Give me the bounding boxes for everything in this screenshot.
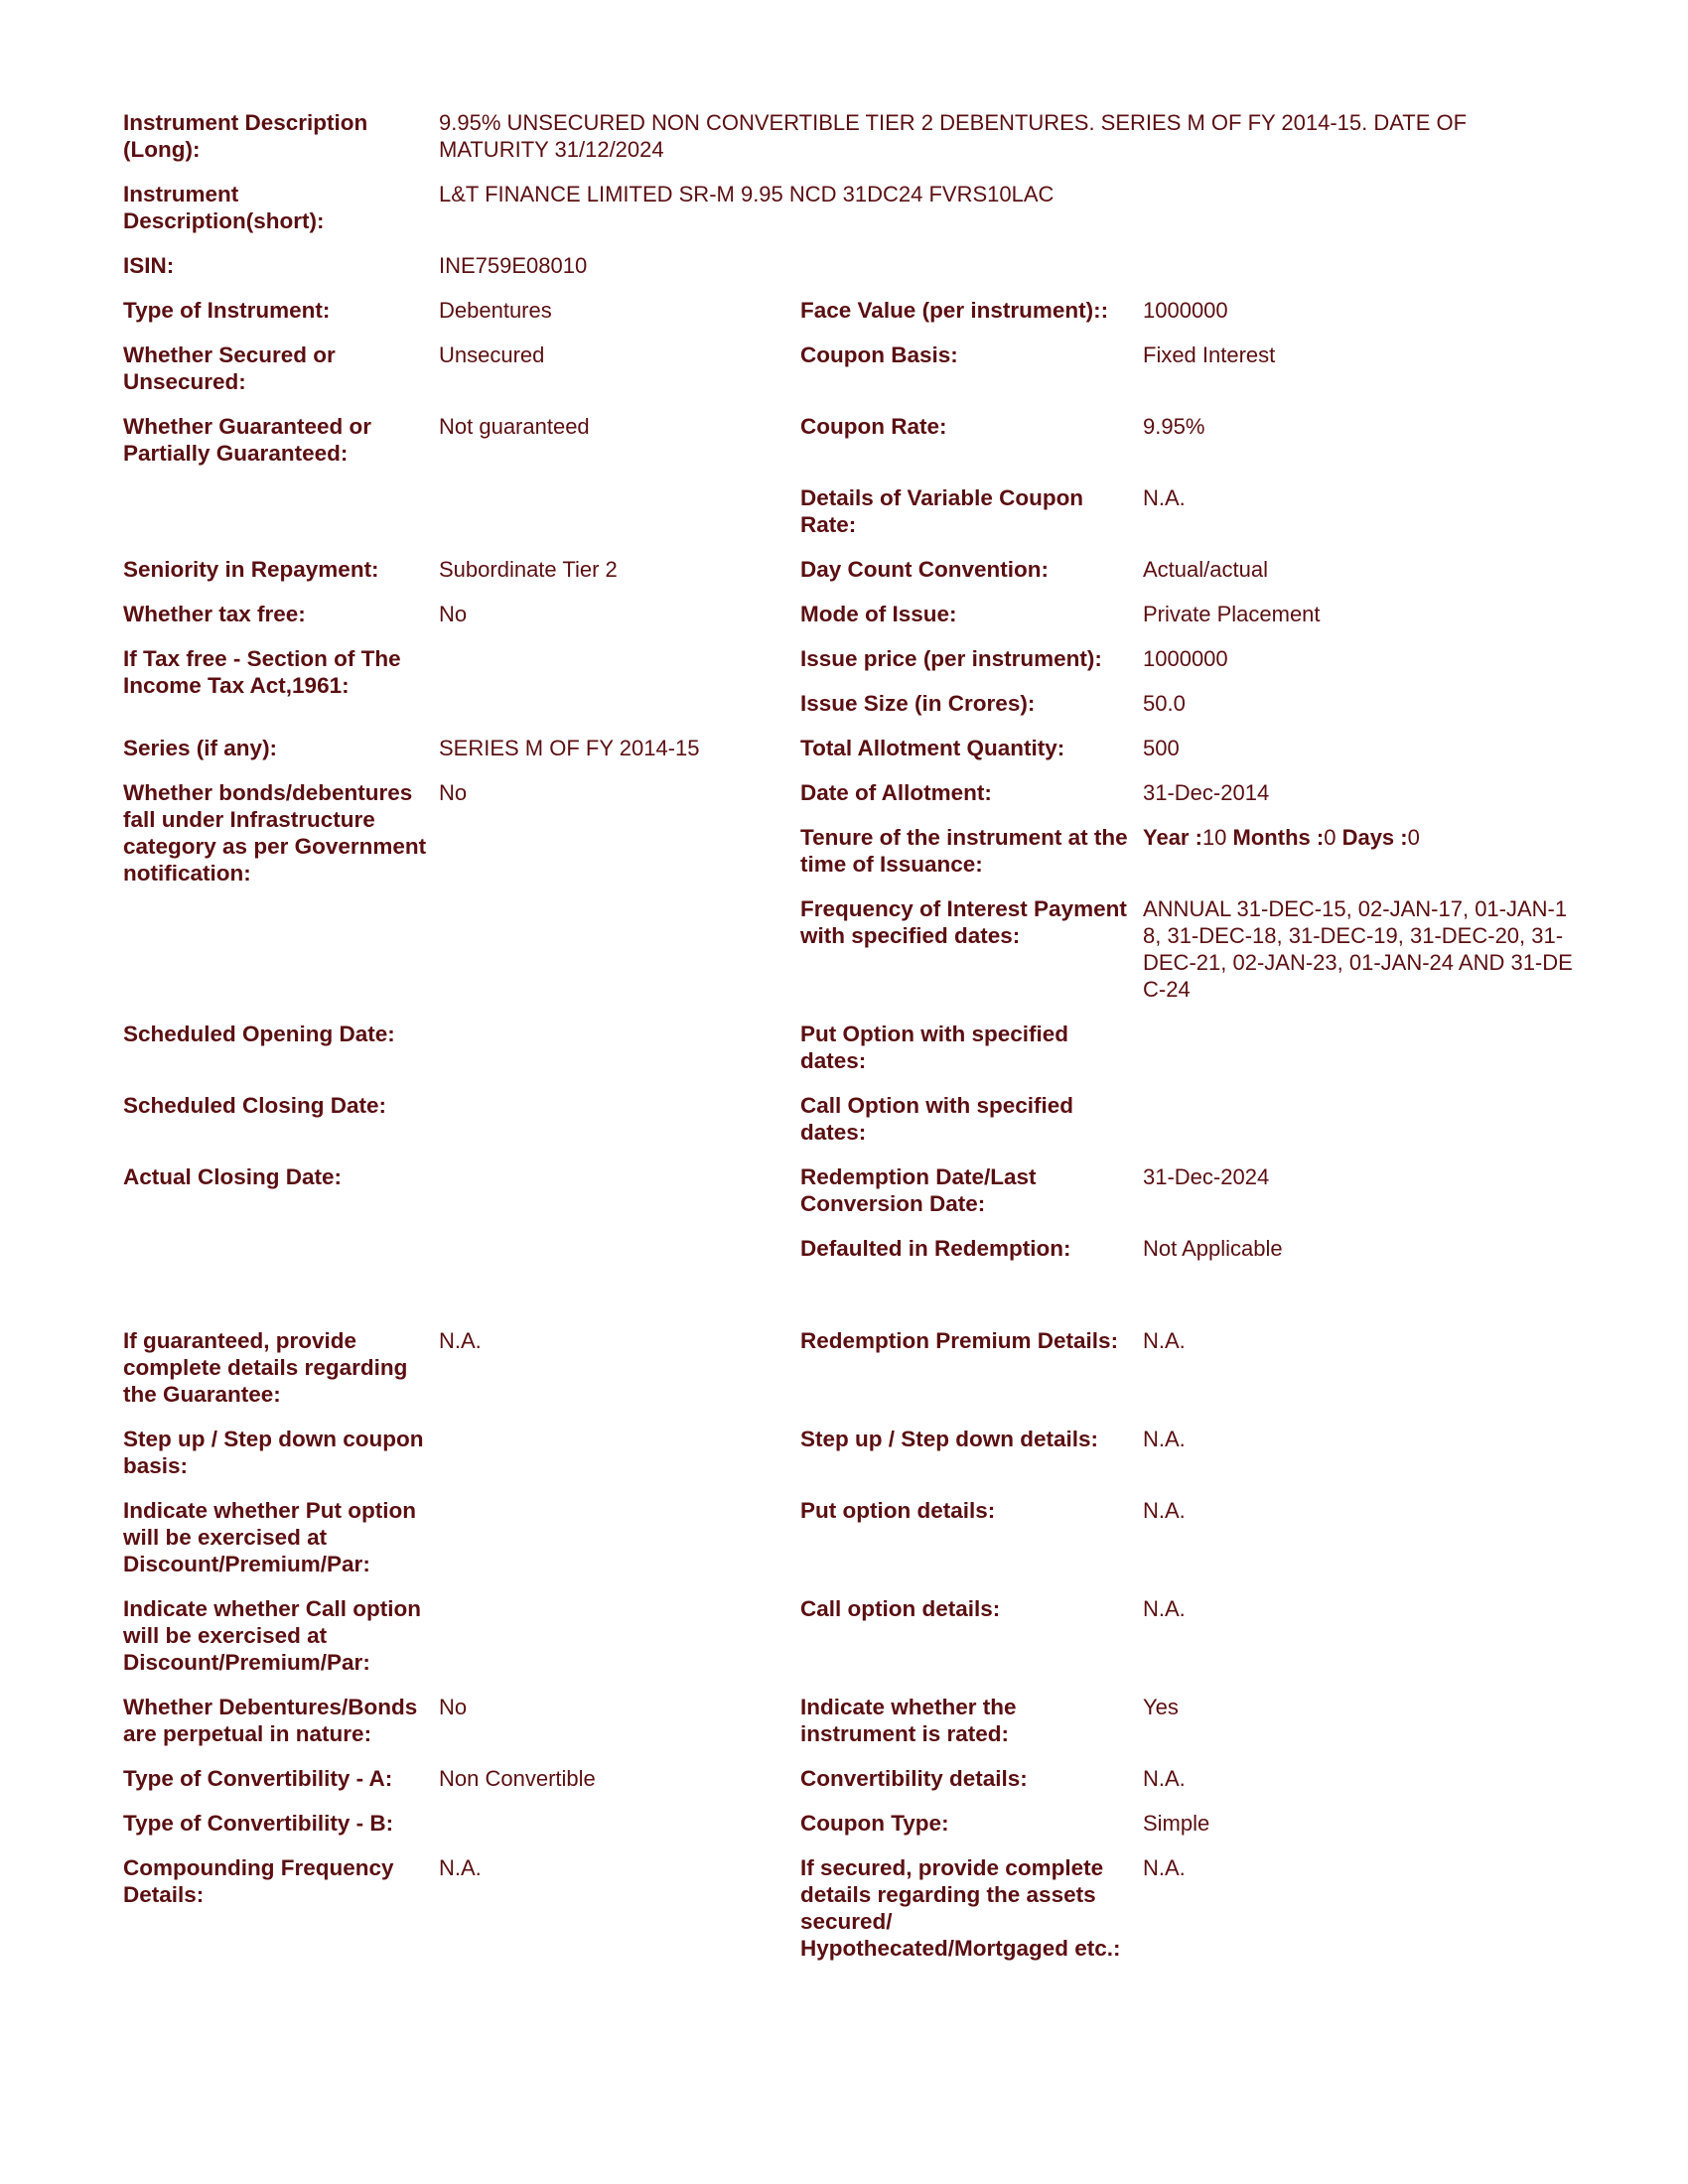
coupon-type-value: Simple: [1143, 1811, 1210, 1836]
detail-row: [123, 1765, 1593, 1810]
detail-row: [123, 556, 1593, 601]
step-details-value: N.A.: [1143, 1427, 1186, 1451]
series-value: SERIES M OF FY 2014-15: [439, 736, 700, 760]
tax-section-value: [439, 645, 800, 717]
variable-coupon-value: N.A.: [1143, 485, 1186, 510]
coupon-type-label: Coupon Type:: [800, 1811, 949, 1836]
issue-price-label: Issue price (per instrument):: [800, 646, 1102, 671]
convertibility-details-value: N.A.: [1143, 1766, 1186, 1791]
call-exercise-value: [439, 1595, 800, 1676]
step-details-label: Step up / Step down details:: [800, 1427, 1099, 1451]
allotment-tenure-frequency-values: [1143, 779, 1590, 1021]
tenure-days-label: Days :: [1341, 825, 1408, 850]
put-exercise-label: Indicate whether Put option will be exercised at Discount/Premium/Par:: [123, 1498, 417, 1576]
allotment-qty-label: Total Allotment Quantity:: [800, 736, 1065, 760]
detail-row: [123, 413, 1593, 484]
tax-free-value: No: [439, 602, 468, 626]
tenure-label: Tenure of the instrument at the time of Issuance:: [800, 825, 1128, 877]
tenure-value: [1143, 824, 1590, 878]
detail-row: [123, 484, 1593, 556]
detail-row: [123, 779, 1593, 1021]
guaranteed-label: Whether Guaranteed or Partially Guaranteed:: [123, 414, 372, 466]
issue-price-size-values: [1143, 645, 1590, 735]
scheduled-opening-label: Scheduled Opening Date:: [123, 1022, 395, 1046]
mode-of-issue-value: Private Placement: [1143, 602, 1321, 626]
secured-label: Whether Secured or Unsecured:: [123, 342, 336, 394]
compounding-label: Compounding Frequency Details:: [123, 1855, 394, 1907]
detail-row: [123, 1497, 1593, 1595]
detail-row: [123, 1163, 1593, 1280]
redemption-premium-value: N.A.: [1143, 1328, 1186, 1353]
perpetual-label: Whether Debentures/Bonds are perpetual in nature:: [123, 1695, 418, 1746]
detail-row: [123, 1021, 1593, 1092]
section-spacer: [123, 1280, 1593, 1327]
instrument-description-short-row: [123, 181, 1593, 234]
infrastructure-value: No: [439, 780, 468, 805]
actual-closing-label: Actual Closing Date:: [123, 1164, 343, 1189]
issue-price-size-labels: [800, 645, 1143, 735]
day-count-label: Day Count Convention:: [800, 557, 1049, 582]
detail-row: [123, 1327, 1593, 1426]
tenure-year: 10: [1201, 825, 1227, 850]
detail-row: [123, 735, 1593, 779]
instrument-description-long-label: Instrument Description (Long):: [123, 110, 368, 162]
detail-row: [123, 1810, 1593, 1854]
mode-of-issue-label: Mode of Issue:: [800, 602, 957, 626]
convertibility-b-value: [439, 1810, 800, 1837]
variable-coupon-label: Details of Variable Coupon Rate:: [800, 485, 1084, 537]
tenure-days: 0: [1407, 825, 1420, 850]
tenure-months: 0: [1324, 825, 1336, 850]
call-details-label: Call option details:: [800, 1596, 1001, 1621]
instrument-details: [123, 109, 1593, 1979]
put-exercise-value: [439, 1497, 800, 1577]
detail-row: [123, 1854, 1593, 1979]
step-basis-label: Step up / Step down coupon basis:: [123, 1427, 424, 1478]
step-basis-value: [439, 1426, 800, 1479]
guarantee-details-value: N.A.: [439, 1328, 482, 1353]
call-exercise-label: Indicate whether Call option will be exercised at Discount/Premium/Par:: [123, 1596, 422, 1675]
coupon-basis-label: Coupon Basis:: [800, 342, 958, 367]
tax-free-label: Whether tax free:: [123, 602, 306, 626]
instrument-description-long-value: 9.95% UNSECURED NON CONVERTIBLE TIER 2 DEBENTURES. SERIES M OF FY 2014-15. DATE OF MATURITY 31/12/2024: [439, 110, 1468, 162]
allotment-qty-value: 500: [1143, 736, 1180, 760]
scheduled-closing-value: [439, 1092, 800, 1146]
rated-value: Yes: [1143, 1695, 1179, 1719]
interest-frequency-label: Frequency of Interest Payment with specified dates:: [800, 896, 1127, 948]
detail-row: [123, 1595, 1593, 1694]
redemption-date-value: 31-Dec-2024: [1143, 1164, 1270, 1189]
issue-size-label: Issue Size (in Crores):: [800, 691, 1036, 716]
allotment-tenure-frequency-labels: [800, 779, 1143, 1021]
rated-label: Indicate whether the instrument is rated:: [800, 1695, 1017, 1746]
call-option-dates-value: [1143, 1092, 1590, 1146]
isin-label: ISIN:: [123, 253, 175, 278]
compounding-value: N.A.: [439, 1855, 482, 1880]
redemption-values: [1143, 1163, 1590, 1280]
put-option-dates-value: [1143, 1021, 1590, 1074]
issue-price-value: 1000000: [1143, 646, 1228, 671]
date-of-allotment-value: 31-Dec-2014: [1143, 780, 1270, 805]
redemption-labels: [800, 1163, 1143, 1280]
detail-row: [123, 645, 1593, 735]
seniority-label: Seniority in Repayment:: [123, 557, 379, 582]
seniority-value: Subordinate Tier 2: [439, 557, 618, 582]
coupon-basis-value: Fixed Interest: [1143, 342, 1276, 367]
interest-frequency-value: ANNUAL 31-DEC-15, 02-JAN-17, 01-JAN-18, 31-DEC-18, 31-DEC-19, 31-DEC-20, 31-DEC-21, 02-JAN-23, 01-JAN-24 AND 31-DEC-24: [1143, 896, 1573, 1002]
tenure-year-label: Year :: [1143, 825, 1202, 850]
secured-assets-label: If secured, provide complete details regarding the assets secured/ Hypothecated/Mortgaged etc.:: [800, 1855, 1121, 1961]
instrument-description-long-row: [123, 109, 1593, 163]
defaulted-value: Not Applicable: [1143, 1236, 1283, 1261]
issue-size-value: 50.0: [1143, 691, 1186, 716]
infrastructure-label: Whether bonds/debentures fall under Infrastructure category as per Government notification:: [123, 780, 427, 886]
defaulted-label: Defaulted in Redemption:: [800, 1236, 1071, 1261]
instrument-description-short-value: L&T FINANCE LIMITED SR-M 9.95 NCD 31DC24 FVRS10LAC: [439, 182, 1055, 206]
tenure-months-label: Months :: [1232, 825, 1325, 850]
date-of-allotment-label: Date of Allotment:: [800, 780, 992, 805]
face-value-value: 1000000: [1143, 298, 1228, 323]
instrument-description-short-label: Instrument Description(short):: [123, 182, 325, 233]
detail-row: [123, 1694, 1593, 1765]
secured-assets-value: N.A.: [1143, 1855, 1186, 1880]
detail-row: [123, 1426, 1593, 1497]
put-details-label: Put option details:: [800, 1498, 996, 1523]
isin-value: INE759E08010: [439, 253, 588, 278]
tax-section-label: If Tax free - Section of The Income Tax Act,1961:: [123, 646, 401, 698]
guarantee-details-label: If guaranteed, provide complete details regarding the Guarantee:: [123, 1328, 408, 1407]
day-count-value: Actual/actual: [1143, 557, 1268, 582]
perpetual-value: No: [439, 1695, 468, 1719]
detail-row: [123, 1092, 1593, 1163]
scheduled-closing-label: Scheduled Closing Date:: [123, 1093, 387, 1118]
detail-row: [123, 601, 1593, 645]
detail-row: [123, 297, 1593, 341]
type-of-instrument-value: Debentures: [439, 298, 552, 323]
coupon-rate-value: 9.95%: [1143, 414, 1205, 439]
series-label: Series (if any):: [123, 736, 278, 760]
convertibility-a-value: Non Convertible: [439, 1766, 596, 1791]
redemption-premium-label: Redemption Premium Details:: [800, 1328, 1119, 1353]
face-value-label: Face Value (per instrument)::: [800, 298, 1109, 323]
convertibility-a-label: Type of Convertibility - A:: [123, 1766, 393, 1791]
convertibility-details-label: Convertibility details:: [800, 1766, 1028, 1791]
guaranteed-value: Not guaranteed: [439, 414, 590, 439]
secured-value: Unsecured: [439, 342, 545, 367]
put-details-value: N.A.: [1143, 1498, 1186, 1523]
actual-closing-value: [439, 1163, 800, 1262]
type-of-instrument-label: Type of Instrument:: [123, 298, 331, 323]
convertibility-b-label: Type of Convertibility - B:: [123, 1811, 394, 1836]
put-option-dates-label: Put Option with specified dates:: [800, 1022, 1068, 1073]
detail-row: [123, 341, 1593, 413]
redemption-date-label: Redemption Date/Last Conversion Date:: [800, 1164, 1037, 1216]
isin-row: [123, 252, 1593, 279]
coupon-rate-label: Coupon Rate:: [800, 414, 947, 439]
call-option-dates-label: Call Option with specified dates:: [800, 1093, 1074, 1145]
scheduled-opening-value: [439, 1021, 800, 1074]
call-details-value: N.A.: [1143, 1596, 1186, 1621]
